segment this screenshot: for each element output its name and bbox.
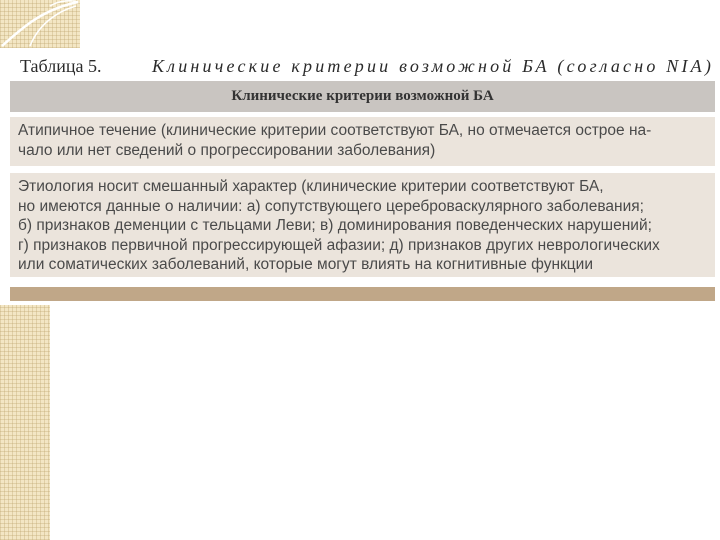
- decorative-corner-pattern: [0, 0, 80, 48]
- row-text-line: Этиология носит смешанный характер (клинические критерии соответствуют БА,: [18, 178, 604, 195]
- row-text-line: г) признаков первичной прогрессирующей афазии; д) признаков других неврологических: [18, 236, 660, 254]
- table-caption: [20, 52, 720, 82]
- row-text-line: но имеются данные о наличии: а) сопутствующего цереброваскулярного заболевания;: [18, 197, 644, 215]
- table-footer-bar: [10, 287, 715, 301]
- row-text-line: б) признаков деменции с тельцами Леви; в) доминирования поведенческих нарушений;: [18, 217, 652, 234]
- row-text-line: или соматических заболеваний, которые могут влиять на когнитивные функции: [18, 256, 593, 273]
- table-title: Клинические критерии возможной БА (согласно NIA): [152, 56, 715, 76]
- table-row: [10, 173, 715, 277]
- row-text-line: Атипичное течение (клинические критерии соответствуют БА, но отмечается острое на-: [18, 122, 652, 139]
- decorative-side-strip: [0, 305, 50, 540]
- table-header: Клинические критерии возможной БА: [10, 81, 715, 112]
- criteria-table: [10, 81, 715, 301]
- leaf-swirl-icon: [0, 0, 80, 48]
- table-row: [10, 117, 715, 166]
- row-text-line: чало или нет сведений о прогрессировании заболевания): [18, 141, 436, 159]
- table-number-label: Таблица 5.: [20, 56, 102, 76]
